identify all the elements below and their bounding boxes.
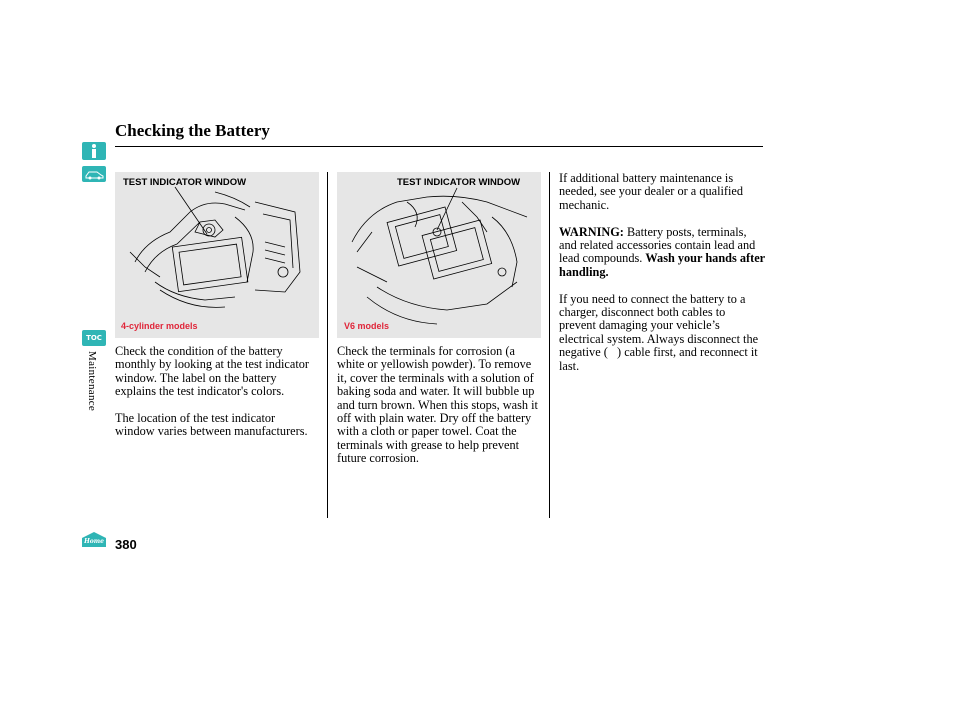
warning-lead: WARNING: [559, 224, 624, 239]
warning-paragraph [559, 226, 765, 280]
engine-bay-illustration-4cyl [115, 172, 319, 338]
engine-bay-illustration-v6 [337, 172, 541, 338]
test-indicator-label: TEST INDICATOR WINDOW [397, 177, 521, 188]
column-1-text [115, 345, 315, 452]
figure-v6 [337, 172, 541, 338]
column-2-text [337, 345, 543, 479]
figure-4-cylinder [115, 172, 319, 338]
test-indicator-label: TEST INDICATOR WINDOW [123, 177, 247, 188]
page-title: Checking the Battery [115, 121, 270, 140]
home-icon[interactable] [81, 531, 107, 548]
toc-label: TOC [86, 334, 102, 342]
paragraph: Check the condition of the battery monthly by looking at the test indicator window. The label on the battery explains the test indicator's colors. [115, 344, 309, 399]
paragraph: Check the terminals for corrosion (a white or yellowish powder). To remove it, cover the terminals with a solution of baking soda and water. It will bubble up and turn brown. When this stops, wash it off with plain water. Dry off the battery with a cloth or paper towel. Coat the terminals with grease to help prevent future corrosion. [337, 344, 538, 466]
warning-emphasis: Wash your hands after handling. [559, 251, 765, 279]
column-3-text [559, 172, 765, 386]
warning-body: Battery posts, terminals, and related accessories contain lead and lead compounds. [559, 224, 756, 266]
figure-caption-4cyl: 4-cylinder models [121, 321, 198, 331]
title-rule [115, 146, 763, 147]
info-icon[interactable] [82, 142, 106, 160]
paragraph: If additional battery maintenance is needed, see your dealer or a qualified mechanic. [559, 171, 744, 212]
figure-caption-v6: V6 models [344, 321, 390, 331]
paragraph: If you need to connect the battery to a charger, disconnect both cables to prevent damaging your vehicle’s electrical system. Always disconnect the negative ( ) cable first, and reconnect it last. [559, 291, 759, 373]
toc-icon[interactable] [82, 330, 106, 346]
page-number: 380 [115, 537, 137, 552]
paragraph: The location of the test indicator window varies between manufacturers. [115, 411, 308, 439]
section-side-label: Maintenance [86, 351, 98, 412]
home-label: Home [84, 538, 104, 545]
column-divider [327, 172, 328, 518]
car-icon[interactable] [82, 166, 106, 182]
column-divider [549, 172, 550, 518]
